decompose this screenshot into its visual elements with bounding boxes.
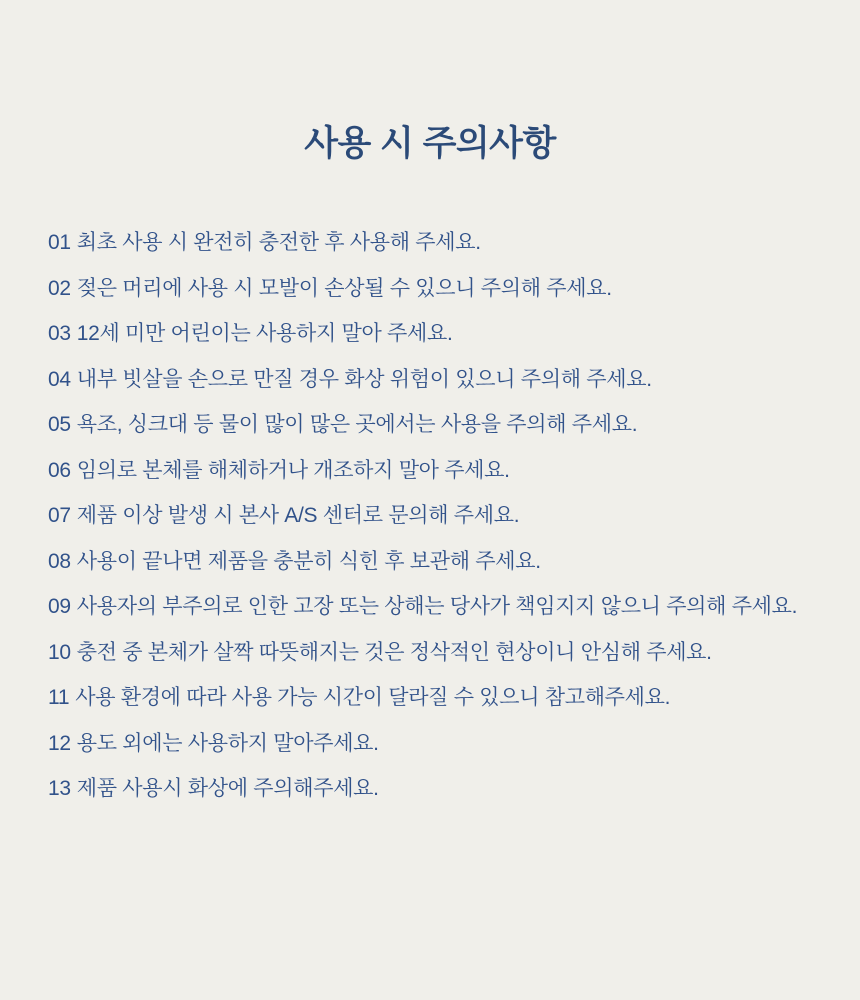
list-item (48, 414, 830, 435)
item-text: 내부 빗살을 손으로 만질 경우 화상 위험이 있으니 주의해 주세요. (76, 367, 652, 391)
list-item (48, 733, 830, 754)
list-item (48, 460, 830, 481)
item-number: 12 (48, 731, 71, 755)
list-item (48, 778, 830, 799)
item-number: 02 (48, 276, 71, 300)
item-text: 젖은 머리에 사용 시 모발이 손상될 수 있으니 주의해 주세요. (76, 276, 612, 300)
item-number: 10 (48, 640, 71, 664)
item-number: 06 (48, 458, 71, 482)
item-number: 11 (48, 686, 70, 709)
list-item (48, 369, 830, 390)
list-item (48, 642, 830, 663)
item-text: 사용자의 부주의로 인한 고장 또는 상해는 당사가 책임지지 않으니 주의해 주세요. (76, 595, 798, 618)
list-item (48, 323, 830, 344)
item-number: 04 (48, 367, 71, 391)
item-text: 욕조, 싱크대 등 물이 많이 많은 곳에서는 사용을 주의해 주세요. (76, 413, 638, 436)
caution-list (0, 166, 860, 799)
list-item (48, 232, 830, 253)
item-number: 09 (48, 595, 71, 618)
item-text: 충전 중 본체가 살짝 따뜻해지는 것은 정삭적인 현상이니 안심해 주세요. (76, 640, 712, 664)
item-number: 08 (48, 549, 71, 573)
list-item (48, 596, 830, 617)
item-number: 01 (48, 231, 71, 254)
list-item (48, 278, 830, 299)
list-item (48, 551, 830, 572)
item-number: 07 (48, 504, 71, 527)
item-text: 용도 외에는 사용하지 말아주세요. (76, 731, 379, 755)
list-item (48, 505, 830, 526)
item-text: 사용 환경에 따라 사용 가능 시간이 달라질 수 있으니 참고해주세요. (75, 686, 671, 709)
item-text: 임의로 본체를 해체하거나 개조하지 말아 주세요. (76, 458, 510, 482)
list-item (48, 687, 830, 708)
item-text: 최초 사용 시 완전히 충전한 후 사용해 주세요. (76, 231, 481, 254)
item-number: 03 (48, 322, 71, 345)
item-text: 제품 사용시 화상에 주의해주세요. (76, 777, 379, 800)
item-number: 13 (48, 777, 71, 800)
item-number: 05 (48, 413, 71, 436)
item-text: 12세 미만 어린이는 사용하지 말아 주세요. (76, 322, 453, 345)
page-title: 사용 시 주의사항 (304, 124, 556, 163)
item-text: 사용이 끝나면 제품을 충분히 식힌 후 보관해 주세요. (76, 549, 541, 573)
item-text: 제품 이상 발생 시 본사 A/S 센터로 문의해 주세요. (76, 504, 520, 527)
